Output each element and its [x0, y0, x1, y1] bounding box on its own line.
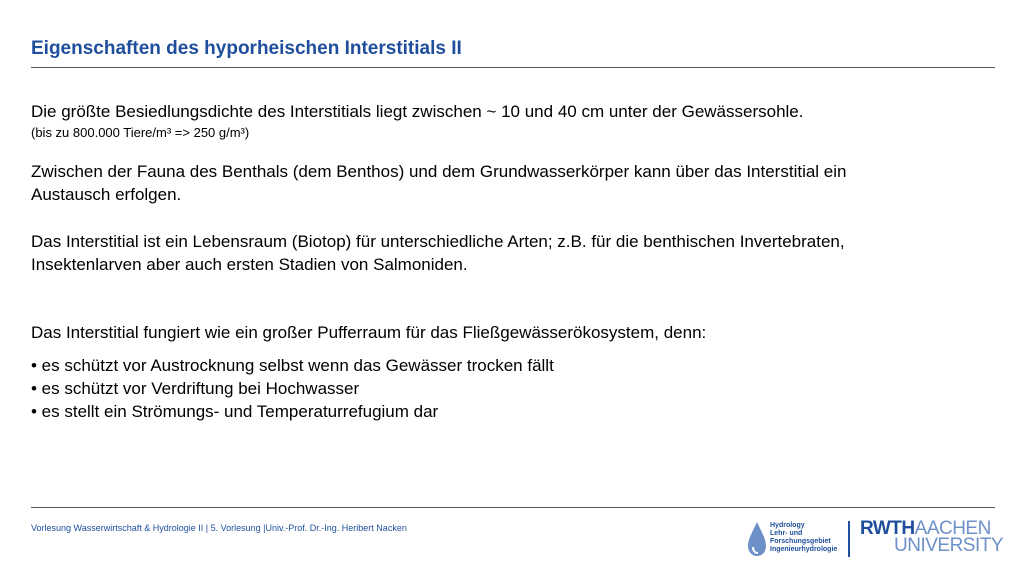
water-drop-icon [746, 521, 768, 557]
hydrology-logo-line: Forschungsgebiet [770, 538, 831, 545]
hydrology-logo [746, 519, 838, 559]
hydrology-logo-text [770, 522, 837, 554]
title-divider [31, 67, 995, 68]
bullet-item: • es schützt vor Verdriftung bei Hochwasser [31, 379, 360, 398]
paragraph-3-line-1: Das Interstitial ist ein Lebensraum (Biotop) für unterschiedliche Arten; z.B. für die benthischen Invertebraten, [31, 232, 845, 251]
rwth-logo [860, 518, 1004, 560]
footer-divider [31, 507, 995, 508]
footer-text: Vorlesung Wasserwirtschaft & Hydrologie II | 5. Vorlesung |Univ.-Prof. Dr.-Ing. Heribert Nacken [31, 523, 407, 533]
slide-title: Eigenschaften des hyporheischen Interstitials II [31, 38, 462, 59]
bullet-item: • es schützt vor Austrocknung selbst wenn das Gewässer trocken fällt [31, 356, 554, 375]
paragraph-2-line-2: Austausch erfolgen. [31, 185, 182, 204]
hydrology-logo-line: Hydrology [770, 522, 805, 529]
paragraph-1-note: (bis zu 800.000 Tiere/m³ => 250 g/m³) [31, 125, 250, 140]
rwth-logo-aachen: AACHEN [914, 518, 991, 539]
paragraph-2-line-1: Zwischen der Fauna des Benthals (dem Benthos) und dem Grundwasserkörper kann über das Interstitial ein [31, 162, 847, 181]
rwth-logo-university: UNIVERSITY [894, 535, 1004, 556]
hydrology-logo-line: Ingenieurhydrologie [770, 546, 838, 553]
hydrology-logo-line: Lehr- und [770, 530, 803, 537]
paragraph-3-line-2: Insektenlarven aber auch ersten Stadien von Salmoniden. [31, 255, 468, 274]
logo-separator [848, 521, 850, 557]
bullet-item: • es stellt ein Strömungs- und Temperaturrefugium dar [31, 402, 439, 421]
paragraph-4-line-1: Das Interstitial fungiert wie ein großer Pufferraum für das Fließgewässerökosystem, denn: [31, 323, 707, 342]
rwth-logo-rwth: RWTH [860, 518, 915, 539]
paragraph-1-line-1: Die größte Besiedlungsdichte des Interstitials liegt zwischen ~ 10 und 40 cm unter der Gewässersohle. [31, 102, 804, 121]
